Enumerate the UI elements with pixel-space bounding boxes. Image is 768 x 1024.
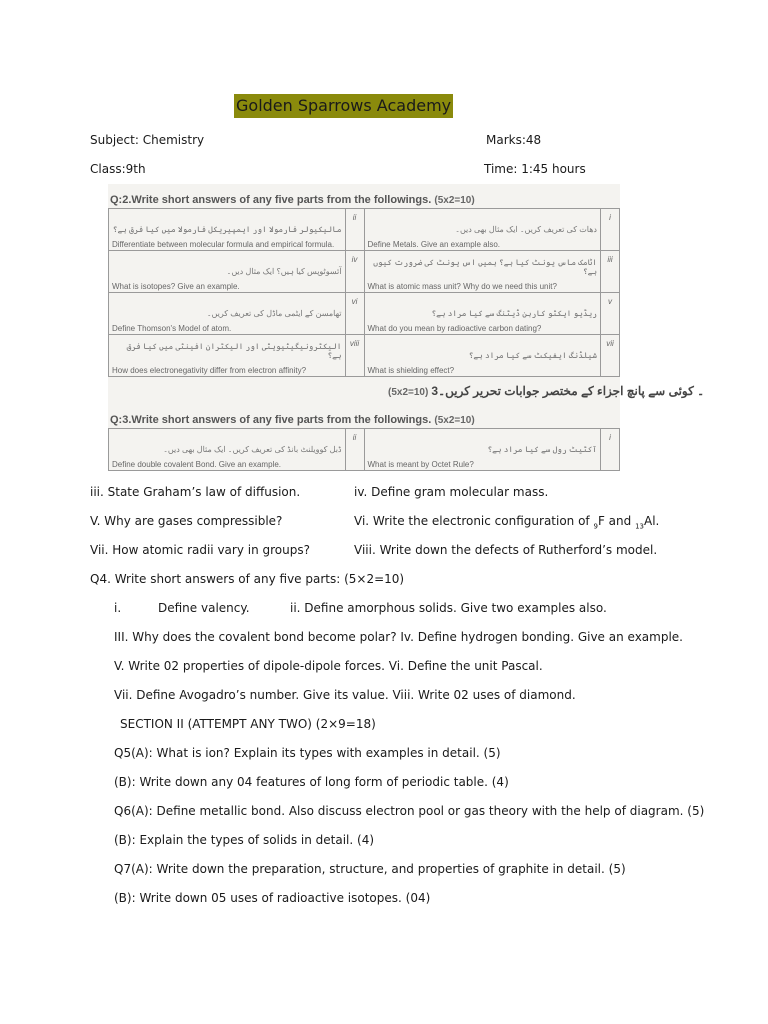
q7a: Q7(A): Write down the preparation, structure, and properties of graphite in detail. (5) xyxy=(114,862,626,876)
english-text: What is atomic mass unit? Why do we need this unit? xyxy=(367,282,557,291)
question-number: iii xyxy=(601,251,620,293)
question-cell xyxy=(364,335,601,377)
q6b: (B): Explain the types of solids in detail. (4) xyxy=(114,833,375,847)
question-row xyxy=(109,293,620,335)
english-text: How does electronegativity differ from electron affinity? xyxy=(112,366,307,375)
english-text: What is meant by Octet Rule? xyxy=(367,460,474,469)
question-number: iv xyxy=(345,251,364,293)
urdu-text: مالیکیولر فارمولا اور ایمپیریکل فارمولا میں کیا فرق ہے؟ xyxy=(112,225,342,234)
q5b: (B): Write down any 04 features of long form of periodic table. (4) xyxy=(114,775,509,789)
q5a: Q5(A): What is ion? Explain its types with examples in detail. (5) xyxy=(114,746,501,760)
q3-table xyxy=(108,428,620,471)
question-number: i xyxy=(601,209,620,251)
q4-part-i-number: i. xyxy=(114,601,122,615)
question-number: ii xyxy=(345,429,364,471)
question-cell xyxy=(364,429,601,471)
time-label: Time: 1:45 hours xyxy=(484,162,586,176)
urdu-text: آکٹیٹ رول سے کیا مراد ہے؟ xyxy=(487,445,597,454)
q2-table xyxy=(108,208,620,377)
q3-heading: Q:3.Write short answers of any five parts from the followings. (5x2=10) xyxy=(110,414,475,426)
marks-label: Marks:48 xyxy=(486,133,542,147)
urdu-text: اٹامک ماس یونٹ کیا ہے؟ ہمیں اس یونٹ کی ضرورت کیوں ہے؟ xyxy=(373,258,597,276)
q6a: Q6(A): Define metallic bond. Also discuss electron pool or gas theory with the help of diagram. (5) xyxy=(114,804,705,818)
q4-line-4: Vii. Define Avogadro’s number. Give its value. Viii. Write 02 uses of diamond. xyxy=(114,688,576,702)
q3-part-iii: iii. State Graham’s law of diffusion. xyxy=(90,485,301,499)
q3-part-viii: Viii. Write down the defects of Rutherford’s model. xyxy=(354,543,658,557)
scanned-question-image xyxy=(108,184,705,470)
question-number: vii xyxy=(601,335,620,377)
english-text: What is shielding effect? xyxy=(367,366,455,375)
q4-part-i: Define valency. xyxy=(158,601,250,615)
q4-part-ii: ii. Define amorphous solids. Give two examples also. xyxy=(290,601,607,615)
urdu-text: آئسوٹوپس کیا ہیں؟ ایک مثال دیں۔ xyxy=(226,267,342,276)
question-cell xyxy=(109,209,346,251)
english-text: Differentiate between molecular formula and empirical formula. xyxy=(112,240,335,249)
question-number: i xyxy=(601,429,620,471)
english-text: Define Metals. Give an example also. xyxy=(367,240,501,249)
question-number: ii xyxy=(345,209,364,251)
q4-line-2: III. Why does the covalent bond become polar? Iv. Define hydrogen bonding. Give an example. xyxy=(114,630,683,644)
urdu-text: ریڈیو ایکٹو کاربن ڈیٹنگ سے کیا مراد ہے؟ xyxy=(431,309,597,318)
question-cell xyxy=(109,293,346,335)
urdu-text: دھات کی تعریف کریں۔ ایک مثال بھی دیں۔ xyxy=(455,225,597,234)
q3-part-v: V. Why are gases compressible? xyxy=(90,514,283,528)
urdu-text: ڈبل کوویلنٹ بانڈ کی تعریف کریں۔ ایک مثال بھی دیں۔ xyxy=(163,445,342,454)
question-cell xyxy=(364,209,601,251)
question-row xyxy=(109,429,620,471)
question-number: vi xyxy=(345,293,364,335)
q2-heading: Q:2.Write short answers of any five parts from the followings. (5x2=10) xyxy=(110,194,475,206)
question-row xyxy=(109,335,620,377)
question-cell xyxy=(364,251,601,293)
urdu-text: شیلڈنگ ایفیکٹ سے کیا مراد ہے؟ xyxy=(468,351,597,360)
english-text: Define double covalent Bond. Give an example. xyxy=(112,460,281,469)
urdu-text: الیکٹرونیگیٹیویٹی اور الیکٹران افینٹی میں کیا فرق ہے؟ xyxy=(126,342,342,360)
question-number: v xyxy=(601,293,620,335)
class-label: Class:9th xyxy=(90,162,146,176)
subject-label: Subject: Chemistry xyxy=(90,133,205,147)
question-cell xyxy=(109,429,346,471)
q7b: (B): Write down 05 uses of radioactive isotopes. (04) xyxy=(114,891,431,905)
question-cell xyxy=(364,293,601,335)
english-text: What is isotopes? Give an example. xyxy=(112,282,240,291)
q3-part-iv: iv. Define gram molecular mass. xyxy=(354,485,549,499)
academy-title: Golden Sparrows Academy xyxy=(234,94,453,118)
q3-part-vii: Vii. How atomic radii vary in groups? xyxy=(90,543,310,557)
question-number: viii xyxy=(345,335,364,377)
section-2-heading: SECTION II (ATTEMPT ANY TWO) (2×9=18) xyxy=(120,717,376,731)
question-cell xyxy=(109,335,346,377)
urdu-q3-line: (5x2=10) 3۔ کوئی سے پانچ اجزاء کے مختصر جوابات تحریر کریں۔ xyxy=(388,384,705,398)
question-cell xyxy=(109,251,346,293)
q4-heading: Q4. Write short answers of any five parts: (5×2=10) xyxy=(90,572,405,586)
question-row xyxy=(109,209,620,251)
q4-line-3: V. Write 02 properties of dipole-dipole forces. Vi. Define the unit Pascal. xyxy=(114,659,543,673)
english-text: What do you mean by radioactive carbon dating? xyxy=(367,324,542,333)
english-text: Define Thomson's Model of atom. xyxy=(112,324,232,333)
q3-part-vi: Vi. Write the electronic configuration of $_9$F and $_{13}$Al. xyxy=(354,514,660,531)
urdu-text: تھامسن کے ایٹمی ماڈل کی تعریف کریں۔ xyxy=(206,309,342,318)
question-row xyxy=(109,251,620,293)
